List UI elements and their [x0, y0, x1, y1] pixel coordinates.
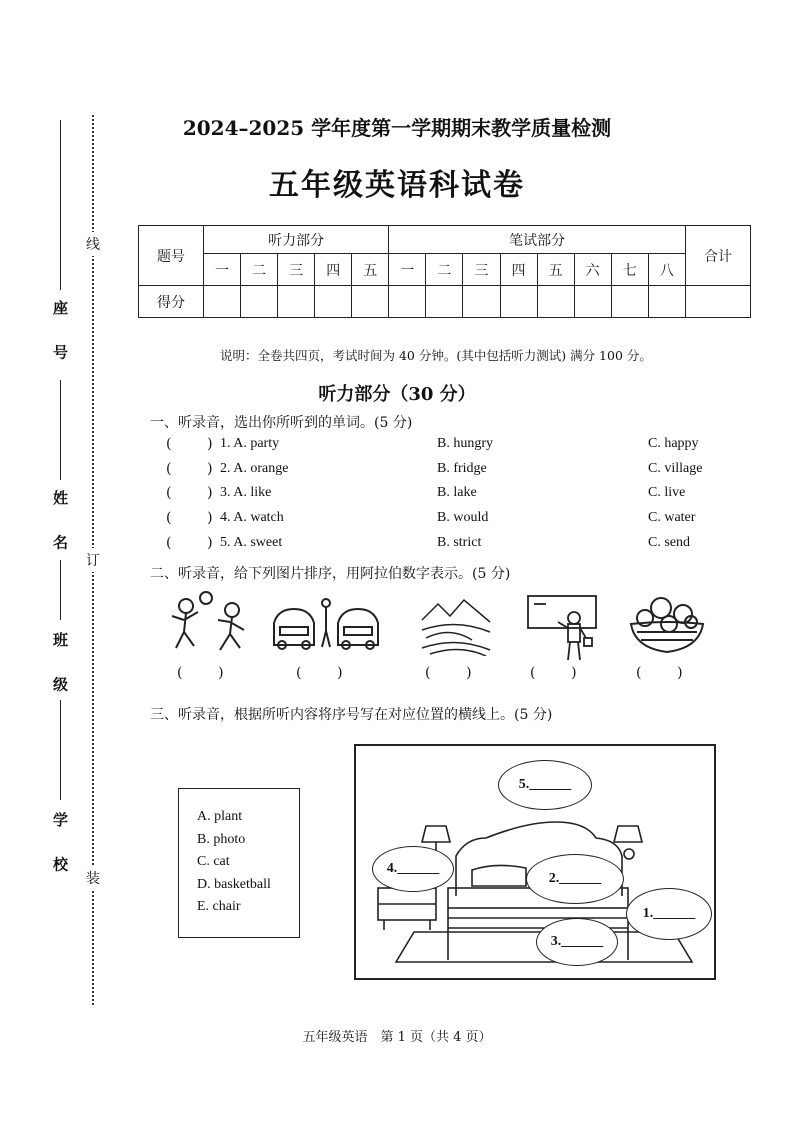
class-line	[60, 560, 61, 620]
blank-4-label: 4.	[386, 861, 398, 876]
score-cell[interactable]	[278, 286, 315, 318]
blank-2-label: 2.	[548, 871, 560, 886]
score-cell[interactable]	[537, 286, 574, 318]
school-line	[60, 700, 61, 800]
written-part: 七	[611, 254, 648, 286]
page-footer: 五年级英语 第 1 页（共 4 页）	[302, 1030, 492, 1045]
blank-4-bubble[interactable]: 4. ______	[372, 846, 454, 892]
option-c: C. village	[648, 461, 703, 476]
listening-part: 四	[315, 254, 352, 286]
picture-order-paren[interactable]: ( )	[530, 665, 577, 681]
q1-title: 一、听录音，选出你所听到的单词。(5 分)	[150, 415, 413, 431]
option-a: 2. A. orange	[220, 461, 289, 476]
score-row-label: 得分	[139, 286, 204, 318]
score-cell[interactable]	[241, 286, 278, 318]
answer-paren[interactable]: ( )	[166, 485, 213, 501]
binding-order-char: 订	[86, 548, 100, 572]
score-cell[interactable]	[574, 286, 611, 318]
seat-line	[60, 120, 61, 290]
word-option: A. plant	[197, 809, 243, 824]
total-label: 合计	[686, 226, 751, 286]
instructions: 说明：全卷共四页，考试时间为 40 分钟。(其中包括听力测试) 满分 100 分。	[220, 348, 652, 363]
written-part: 二	[426, 254, 463, 286]
blank-5-bubble[interactable]: 5. ______	[498, 760, 592, 810]
option-c: C. happy	[648, 436, 699, 451]
exam-title: 五年级英语科试卷	[269, 168, 525, 203]
written-part: 一	[389, 254, 426, 286]
written-part: 五	[537, 254, 574, 286]
score-cell[interactable]	[204, 286, 241, 318]
q3-title: 三、听录音，根据所听内容将序号写在对应位置的横线上。(5 分)	[150, 707, 553, 723]
blank-2-bubble[interactable]: 2. ______	[526, 854, 624, 904]
score-table	[138, 225, 751, 318]
cars-and-person-picture	[270, 597, 382, 653]
word-option: D. basketball	[197, 876, 271, 892]
written-part: 四	[500, 254, 537, 286]
option-a: 3. A. like	[220, 485, 272, 500]
blank-1-bubble[interactable]: 1. ______	[626, 888, 712, 940]
bedroom-picture	[354, 744, 716, 980]
kids-playing-ball-picture	[168, 590, 254, 656]
teacher-at-board-picture	[524, 592, 600, 662]
river-bridge-picture	[420, 596, 492, 656]
written-part: 三	[463, 254, 500, 286]
word-bank	[178, 788, 300, 938]
answer-paren[interactable]: ( )	[166, 436, 213, 452]
school-label: 学 校	[51, 812, 69, 884]
seat-label: 座 号	[51, 300, 69, 372]
picture-order-paren[interactable]: ( )	[636, 665, 683, 681]
listening-part: 一	[204, 254, 241, 286]
blank-3-bubble[interactable]: 3. ______	[536, 918, 618, 966]
score-cell[interactable]	[611, 286, 648, 318]
option-b: B. strict	[437, 535, 482, 550]
written-part: 八	[648, 254, 685, 286]
picture-order-paren[interactable]: ( )	[425, 665, 472, 681]
word-option: E. chair	[197, 899, 241, 914]
exam-subtitle: 2024–2025 学年度第一学期期末教学质量检测	[182, 116, 612, 140]
listening-part: 二	[241, 254, 278, 286]
picture-order-paren[interactable]: ( )	[177, 665, 224, 681]
word-option: B. photo	[197, 831, 246, 847]
class-label: 班 级	[51, 632, 69, 704]
answer-paren[interactable]: ( )	[166, 535, 213, 551]
score-cell[interactable]	[500, 286, 537, 318]
option-c: C. send	[648, 535, 690, 550]
score-cell[interactable]	[352, 286, 389, 318]
option-a: 5. A. sweet	[220, 535, 283, 550]
blank-5-label: 5.	[518, 777, 530, 792]
q2-title: 二、听录音，给下列图片排序，用阿拉伯数字表示。(5 分)	[150, 566, 511, 582]
name-label: 姓 名	[51, 490, 69, 562]
picture-order-paren[interactable]: ( )	[296, 665, 343, 681]
binding-bind-char: 装	[86, 866, 100, 890]
blank-3-label: 3.	[550, 934, 562, 949]
written-part: 六	[574, 254, 611, 286]
option-b: B. fridge	[437, 461, 487, 476]
question-number-label: 题号	[139, 226, 204, 286]
listening-part: 五	[352, 254, 389, 286]
listening-section-title: 听力部分（30 分）	[318, 384, 476, 405]
score-cell[interactable]	[389, 286, 426, 318]
binding-line-char: 线	[86, 232, 100, 256]
listening-header: 听力部分	[204, 226, 389, 254]
option-a: 1. A. party	[220, 436, 280, 451]
blank-1-label: 1.	[642, 906, 654, 921]
option-c: C. water	[648, 510, 696, 525]
option-b: B. would	[437, 510, 489, 525]
score-cell[interactable]	[686, 286, 751, 318]
answer-paren[interactable]: ( )	[166, 461, 213, 477]
score-cell[interactable]	[648, 286, 685, 318]
score-cell[interactable]	[426, 286, 463, 318]
score-cell[interactable]	[315, 286, 352, 318]
word-option: C. cat	[197, 854, 230, 869]
answer-paren[interactable]: ( )	[166, 510, 213, 526]
score-cell[interactable]	[463, 286, 500, 318]
option-a: 4. A. watch	[220, 510, 284, 525]
fruit-basket-picture	[627, 594, 707, 656]
option-b: B. lake	[437, 485, 477, 500]
listening-part: 三	[278, 254, 315, 286]
option-b: B. hungry	[437, 436, 493, 451]
written-header: 笔试部分	[389, 226, 686, 254]
option-c: C. live	[648, 485, 686, 500]
